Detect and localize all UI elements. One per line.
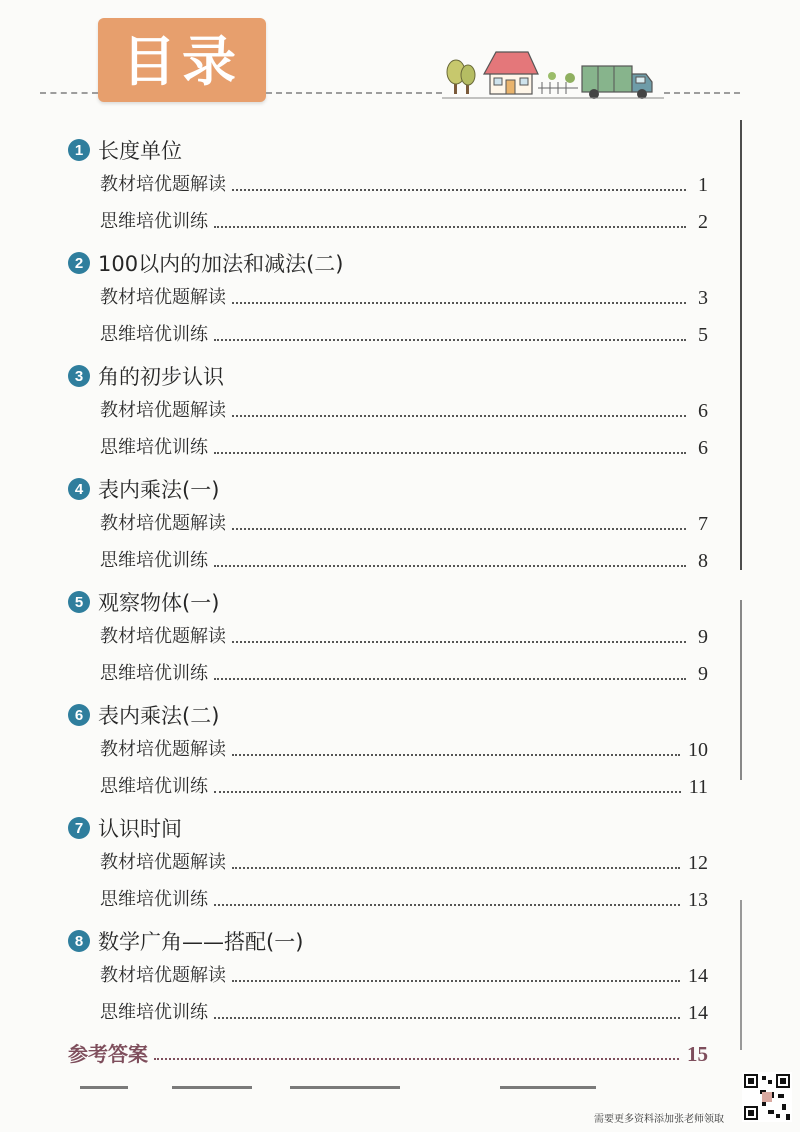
answers-label: 参考答案 [68, 1042, 148, 1066]
toc-entry[interactable] [100, 168, 708, 198]
toc-entry[interactable] [100, 657, 708, 687]
entry-page-number: 10 [688, 739, 708, 761]
toc-chapter-1[interactable] [68, 132, 182, 168]
entry-label: 教材培优题解读 [100, 287, 226, 308]
page-edge-line [740, 900, 742, 1050]
chapter-number-badge: 8 [68, 930, 90, 952]
chapter-number-badge: 1 [68, 139, 90, 161]
toc-entry[interactable] [100, 281, 708, 311]
chapter-title: 100以内的加法和减法(二) [98, 252, 344, 276]
chapter-title: 表内乘法(二) [98, 704, 220, 728]
entry-label: 思维培优训练 [100, 776, 208, 797]
toc-entry[interactable] [100, 318, 708, 348]
toc-answers-entry[interactable] [68, 1036, 708, 1068]
chapter-title: 认识时间 [98, 817, 182, 841]
toc-entry[interactable] [100, 620, 708, 650]
entry-label: 教材培优题解读 [100, 174, 226, 195]
entry-label: 思维培优训练 [100, 663, 208, 684]
dot-leader [232, 980, 680, 982]
entry-page-number: 13 [688, 889, 708, 911]
dot-leader [232, 867, 680, 869]
toc-entry[interactable] [100, 431, 708, 461]
header-divider-right [664, 92, 740, 94]
footer-rule [80, 1086, 128, 1089]
entry-label: 思维培优训练 [100, 324, 208, 345]
dot-leader [214, 1017, 680, 1019]
footer-rule [172, 1086, 252, 1089]
entry-page-number: 9 [698, 626, 708, 648]
entry-page-number: 3 [698, 287, 708, 309]
entry-page-number: 2 [698, 211, 708, 233]
chapter-number-badge: 6 [68, 704, 90, 726]
entry-label: 教材培优题解读 [100, 400, 226, 421]
dot-leader [232, 641, 686, 643]
toc-chapter-2[interactable] [68, 245, 343, 281]
dot-leader [232, 189, 686, 191]
answers-page-number: 15 [687, 1042, 708, 1066]
header-divider-left [40, 92, 98, 94]
entry-page-number: 7 [698, 513, 708, 535]
chapter-number-badge: 4 [68, 478, 90, 500]
page-edge-line [740, 120, 742, 570]
entry-page-number: 9 [698, 663, 708, 685]
entry-page-number: 11 [688, 776, 708, 798]
chapter-number-badge: 5 [68, 591, 90, 613]
toc-chapter-5[interactable] [68, 584, 219, 620]
entry-page-number: 12 [688, 852, 708, 874]
toc-entry[interactable] [100, 394, 708, 424]
entry-label: 思维培优训练 [100, 1002, 208, 1023]
entry-page-number: 6 [698, 437, 708, 459]
dot-leader [232, 302, 686, 304]
entry-label: 教材培优题解读 [100, 739, 226, 760]
dot-leader [214, 565, 686, 567]
toc-entry[interactable] [100, 544, 708, 574]
chapter-title: 数学广角——搭配(一) [98, 930, 304, 954]
footer-watermark: 需要更多资料添加张老师领取 [594, 1114, 724, 1125]
toc-chapter-7[interactable] [68, 810, 182, 846]
page-title: 目录 [122, 30, 242, 93]
entry-page-number: 6 [698, 400, 708, 422]
chapter-title: 角的初步认识 [98, 365, 224, 389]
toc-entry[interactable] [100, 733, 708, 763]
footer-rule [290, 1086, 400, 1089]
page-edge-line [740, 600, 742, 780]
dot-leader [154, 1058, 679, 1060]
toc-chapter-6[interactable] [68, 697, 219, 733]
entry-label: 思维培优训练 [100, 550, 208, 571]
dot-leader [232, 528, 686, 530]
dot-leader [214, 339, 686, 341]
toc-entry[interactable] [100, 846, 708, 876]
dot-leader [214, 904, 680, 906]
chapter-number-badge: 2 [68, 252, 90, 274]
entry-page-number: 14 [688, 965, 708, 987]
qr-code-icon [742, 1072, 792, 1122]
entry-label: 教材培优题解读 [100, 965, 226, 986]
toc-chapter-4[interactable] [68, 471, 219, 507]
house-trees-truck-icon [442, 42, 664, 100]
chapter-title: 长度单位 [98, 139, 182, 163]
dot-leader [214, 678, 686, 680]
entry-page-number: 1 [698, 174, 708, 196]
entry-label: 思维培优训练 [100, 211, 208, 232]
toc-entry[interactable] [100, 507, 708, 537]
dot-leader [232, 415, 686, 417]
dot-leader [232, 754, 680, 756]
chapter-number-badge: 7 [68, 817, 90, 839]
dot-leader [214, 791, 681, 793]
chapter-number-badge: 3 [68, 365, 90, 387]
footer-rule [500, 1086, 596, 1089]
header-divider-middle [266, 92, 442, 94]
toc-entry[interactable] [100, 205, 708, 235]
chapter-title: 表内乘法(一) [98, 478, 220, 502]
entry-label: 教材培优题解读 [100, 513, 226, 534]
entry-label: 教材培优题解读 [100, 852, 226, 873]
toc-chapter-3[interactable] [68, 358, 224, 394]
toc-entry[interactable] [100, 996, 708, 1026]
entry-page-number: 14 [688, 1002, 708, 1024]
toc-entry[interactable] [100, 959, 708, 989]
entry-label: 思维培优训练 [100, 889, 208, 910]
entry-label: 思维培优训练 [100, 437, 208, 458]
entry-page-number: 5 [698, 324, 708, 346]
toc-entry[interactable] [100, 883, 708, 913]
entry-page-number: 8 [698, 550, 708, 572]
chapter-title: 观察物体(一) [98, 591, 220, 615]
toc-chapter-8[interactable] [68, 923, 303, 959]
entry-label: 教材培优题解读 [100, 626, 226, 647]
dot-leader [214, 226, 686, 228]
toc-entry[interactable] [100, 770, 708, 800]
dot-leader [214, 452, 686, 454]
